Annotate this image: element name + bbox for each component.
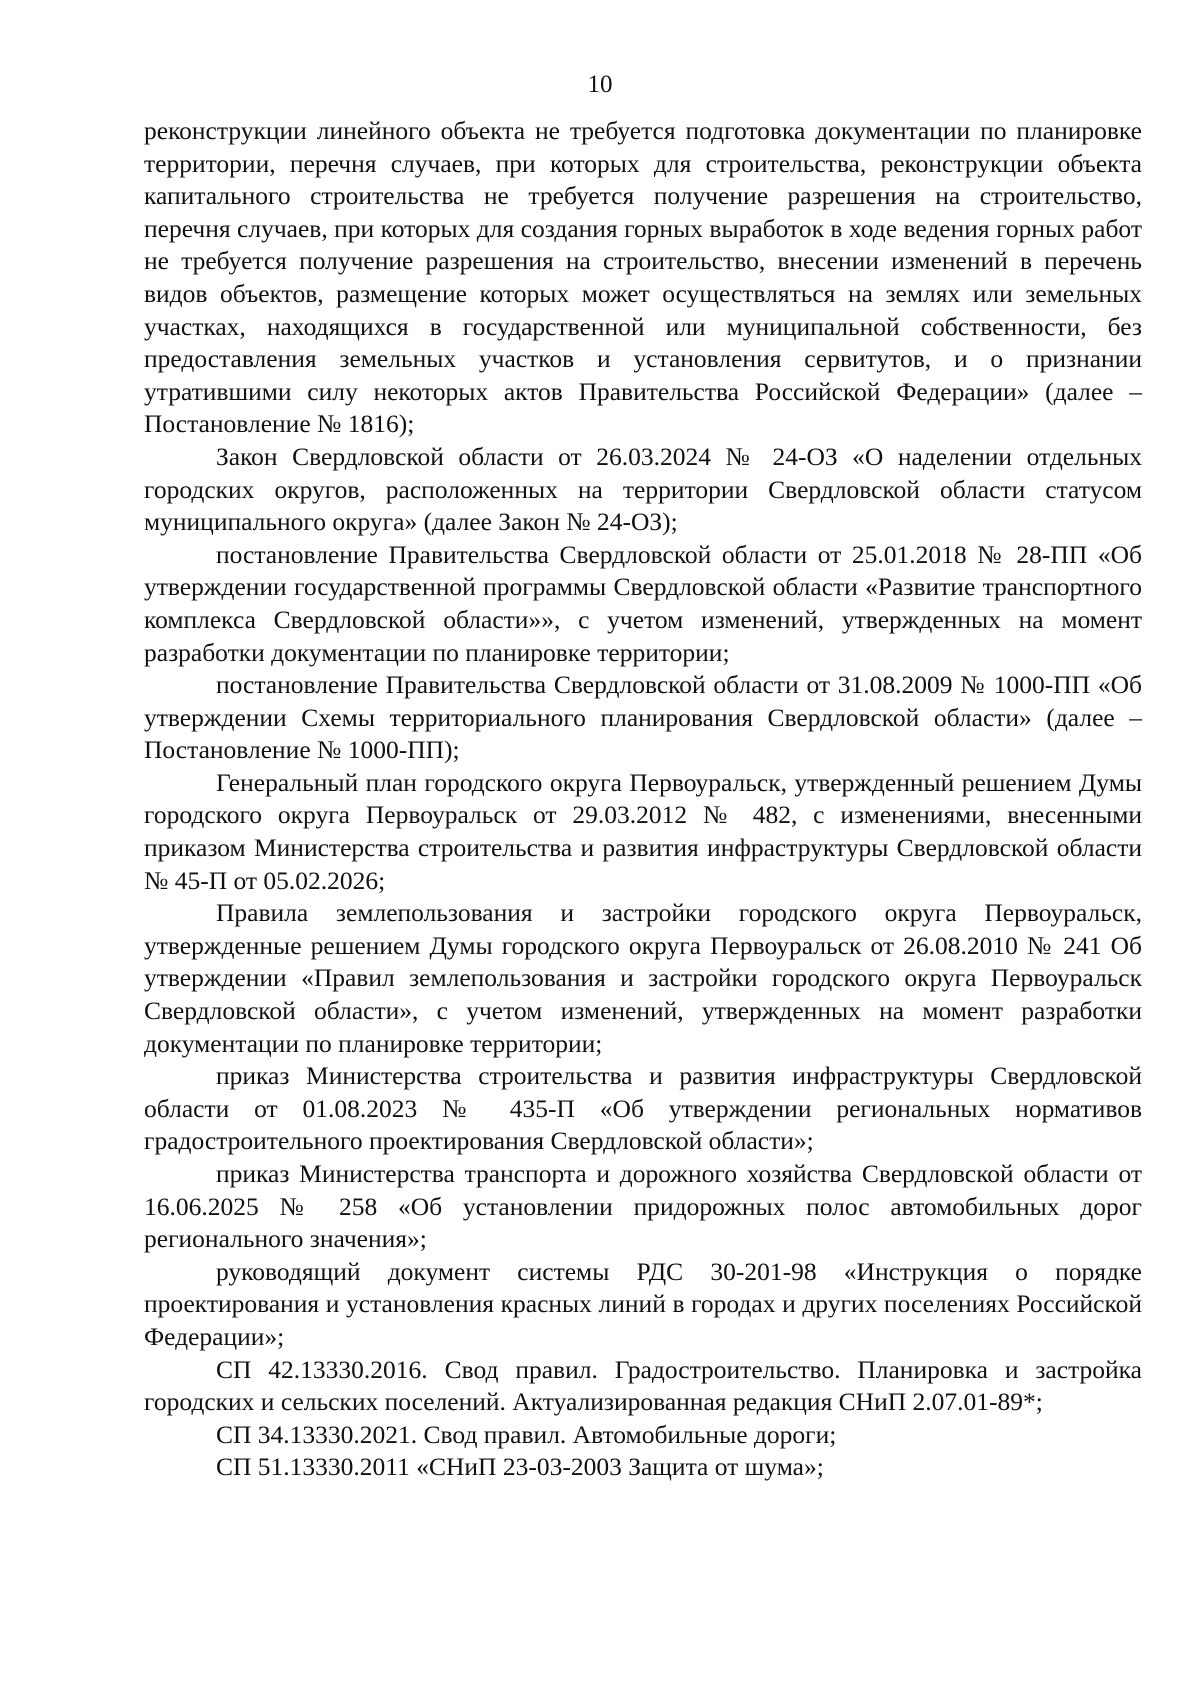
- paragraph-order-435-p: приказ Министерства строительства и развития инфраструктуры Свердловской области от 01.08.2023 № 435-П «Об утверждении региональных нормативов градостроительного проектирования Свердловской области»;: [144, 1061, 1142, 1156]
- paragraph-law-24-oz: Закон Свердловской области от 26.03.2024 № 24-ОЗ «О наделении отдельных городских округов, расположенных на территории Свердловской области статусом муниципального округа» (далее Закон № 24-ОЗ);: [144, 441, 1142, 537]
- paragraph-sp-42: СП 42.13330.2016. Свод правил. Градостроительство. Планировка и застройка городских и сельских поселений. Актуализированная редакция СНиП 2.07.01-89*;: [144, 1354, 1142, 1417]
- paragraph-continuation: реконструкции линейного объекта не требуется подготовка документации по планировке территории, перечня случаев, при которых для строительства, реконструкции объекта капитального строительства не требуется получение разрешения на строительство, перечня случаев, при которых для создания горных выработок в ходе ведения горных работ не требуется получение разрешения на строительство, внесении изменений в перечень видов объектов, размещение которых может осуществляться на землях или земельных участках, находящихся в государственной или муниципальной собственности, без предоставления земельных участков и установления сервитутов, и о признании утратившими силу некоторых актов Правительства Российской Федерации» (далее – Постановление № 1816);: [144, 116, 1142, 439]
- paragraph-land-use-rules: Правила землепользования и застройки городского округа Первоуральск, утвержденные решением Думы городского округа Первоуральск от 26.08.2010 № 241 Об утверждении «Правил землепользования и застройки городского округа Первоуральск Свердловской области», с учетом изменений, утвержденных на момент разработки документации по планировке территории;: [144, 898, 1142, 1058]
- document-body: [144, 115, 1142, 1484]
- paragraph-resolution-1000-pp: постановление Правительства Свердловской области от 31.08.2009 № 1000-ПП «Об утверждении Схемы территориального планирования Свердловской области» (далее – Постановление № 1000-ПП);: [144, 670, 1142, 765]
- paragraph-rds-30-201-98: руководящий документ системы РДС 30-201-98 «Инструкция о порядке проектирования и установления красных линий в городах и других поселениях Российской Федерации»;: [144, 1256, 1142, 1351]
- page-number: 10: [587, 71, 613, 98]
- paragraph-general-plan: Генеральный план городского округа Первоуральск, утвержденный решением Думы городского округа Первоуральск от 29.03.2012 № 482, с изменениями, внесенными приказом Министерства строительства и развития инфраструктуры Свердловской области № 45-П от 05.02.2026;: [144, 767, 1142, 895]
- paragraph-order-258: приказ Министерства транспорта и дорожного хозяйства Свердловской области от 16.06.2025 № 258 «Об установлении придорожных полос автомобильных дорог регионального значения»;: [144, 1159, 1142, 1254]
- paragraph-resolution-28-pp: постановление Правительства Свердловской области от 25.01.2018 № 28-ПП «Об утверждении государственной программы Свердловской области «Развитие транспортного комплекса Свердловской области»», с учетом изменений, утвержденных на момент разработки документации по планировке территории;: [144, 539, 1142, 667]
- paragraph-sp-34: СП 34.13330.2021. Свод правил. Автомобильные дороги;: [216, 1419, 837, 1449]
- paragraph-sp-51: СП 51.13330.2011 «СНиП 23-03-2003 Защита от шума»;: [216, 1452, 824, 1482]
